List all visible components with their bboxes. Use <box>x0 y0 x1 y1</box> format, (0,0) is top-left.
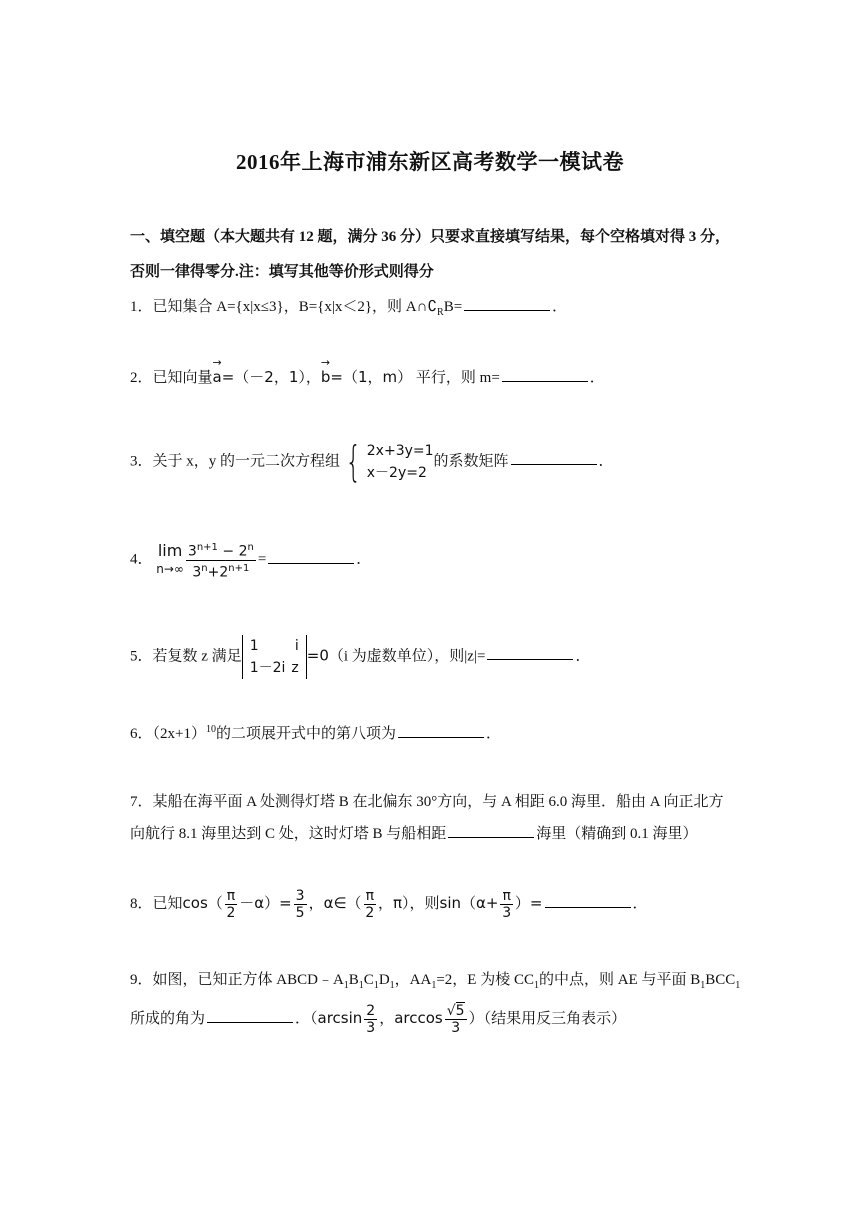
frac4-num: π <box>502 888 511 904</box>
question-7 <box>130 790 724 811</box>
question-1 <box>130 295 567 318</box>
frac2-den: 5 <box>295 905 305 921</box>
q9-t6: 的中点，则 AE 与平面 B <box>538 972 701 988</box>
left-brace-icon: { <box>345 437 362 486</box>
q3-text2: 的系数矩阵 <box>433 453 509 470</box>
q3-end: ． <box>598 453 614 470</box>
q5-number: 5． <box>130 648 153 665</box>
q9-sub7: 1 <box>700 980 706 991</box>
question-9-cont <box>130 1003 626 1036</box>
equation-system <box>340 437 434 486</box>
sqrt-radicand: 5 <box>455 1003 465 1019</box>
vector-a-value: =（－2，1）， <box>221 368 321 386</box>
num-base: 3 <box>187 543 197 560</box>
limit-operator <box>156 542 184 578</box>
q8-mid2: ，α∈（ <box>308 893 362 912</box>
q8-answer-blank[interactable] <box>545 892 631 908</box>
q5-text: 若复数 z 满足 <box>152 648 242 665</box>
q9-t4: ，AA <box>394 972 432 988</box>
den-mid: +2 <box>207 564 229 581</box>
q8-mid4: ）= <box>514 893 543 912</box>
fraca-num: 2 <box>366 1003 376 1019</box>
equation-1: 2x+3y=1 <box>366 443 434 459</box>
fraca-den: 3 <box>366 1020 376 1036</box>
q9-t5: =2，E 为棱 CC <box>436 972 534 988</box>
q1-text: 已知集合 A={x|x≤3}，B={x|x＜2}，则 A∩∁ <box>152 299 438 315</box>
q7-answer-blank[interactable] <box>448 822 534 838</box>
det-cell-22: z <box>291 660 299 676</box>
fraction-denominator <box>192 561 249 581</box>
q9-sub6: 1 <box>533 980 539 991</box>
q7-line2b: 海里（精确到 0.1 海里） <box>536 826 698 842</box>
q8-number: 8． <box>130 895 153 912</box>
num-exp2: n <box>247 542 254 553</box>
den-exp2: n+1 <box>228 562 250 574</box>
equation-2: x－2y=2 <box>366 465 427 481</box>
q9-frac-b <box>445 1003 467 1036</box>
q6-number: 6． <box>130 726 153 742</box>
q7-line2a: 向航行 8.1 海里达到 C 处，这时灯塔 B 与船相距 <box>130 826 447 842</box>
q9-ans-a: ．（arcsin <box>295 1008 363 1027</box>
vector-b-value: =（1，m） <box>330 368 413 386</box>
q2-text: 已知向量 <box>152 370 213 386</box>
q9-sub3: 1 <box>373 980 379 991</box>
q9-line1: 如图，已知正方体 ABCD﹣A <box>152 972 344 988</box>
det-cell-12: i <box>294 638 299 654</box>
question-3 <box>130 437 614 486</box>
q7-line1: 某船在海平面 A 处测得灯塔 B 在北偏东 30°方向，与 A 相距 6.0 海里．船由 A 向正北方 <box>152 794 724 810</box>
section-header <box>130 220 740 290</box>
q6-text2: 的二项展开式中的第八项为 <box>215 726 396 742</box>
q5-answer-blank[interactable] <box>487 644 573 660</box>
frac3-den: 2 <box>365 905 375 921</box>
q9-t7: BCC <box>705 972 736 988</box>
frac2-num: 3 <box>295 888 305 904</box>
question-2 <box>130 366 605 387</box>
den-exp: n <box>201 562 208 574</box>
q8-frac-1 <box>225 888 237 921</box>
q3-text: 关于 x，y 的一元二次方程组 <box>152 453 341 470</box>
section-line-1: 一、填空题（本大题共有 12 题，满分 36 分）只要求直接填写结果，每个空格填对得 3 分， <box>130 229 731 245</box>
question-8 <box>130 888 648 921</box>
question-9 <box>130 968 740 991</box>
den-base: 3 <box>192 564 202 581</box>
q9-ans-b: ，arccos <box>379 1008 443 1027</box>
q5-text2: （i 为虚数单位），则|z|= <box>328 648 486 665</box>
q9-answer-blank[interactable] <box>207 1007 293 1023</box>
q1-end: ． <box>552 299 568 315</box>
fracb-num: √5 <box>446 1003 465 1019</box>
q5-end: ． <box>575 648 591 665</box>
q9-sub1: 1 <box>343 980 349 991</box>
question-7-cont <box>130 822 698 843</box>
q4-answer-blank[interactable] <box>268 548 354 564</box>
frac4-den: 3 <box>502 905 512 921</box>
q9-t2: C <box>363 972 374 988</box>
q6-answer-blank[interactable] <box>398 722 484 738</box>
frac3-num: π <box>365 888 374 904</box>
det-cell-11: 1 <box>249 638 259 654</box>
q6-end: ． <box>486 726 502 742</box>
q2-answer-blank[interactable] <box>502 366 588 382</box>
q1-number: 1． <box>130 299 153 315</box>
q9-sub2: 1 <box>358 980 364 991</box>
q1-answer-blank[interactable] <box>464 295 550 311</box>
q1-sub: R <box>437 307 444 318</box>
q9-t1: B <box>348 972 359 988</box>
q8-end: ． <box>632 895 648 912</box>
lim-subscript: n→∞ <box>156 562 184 577</box>
q9-sub8: 1 <box>735 980 741 991</box>
q4-equals: = <box>257 551 267 568</box>
q1-text2: B= <box>443 299 463 315</box>
fracb-den: 3 <box>451 1020 461 1036</box>
frac1-den: 2 <box>226 905 236 921</box>
vector-b: → b <box>321 368 331 386</box>
q9-sub5: 1 <box>431 980 437 991</box>
fraction-numerator <box>186 540 256 561</box>
question-5 <box>130 635 590 679</box>
q3-answer-blank[interactable] <box>511 449 597 465</box>
q8-mid3: ，π），则sin（α+ <box>378 893 499 912</box>
q9-ans-c: ）（结果用反三角表示） <box>468 1010 627 1027</box>
q8-text: 已知cos（ <box>152 893 223 912</box>
q8-frac-2 <box>294 888 307 921</box>
q8-mid1: －α）= <box>239 893 292 912</box>
q4-end: ． <box>356 551 372 568</box>
det-cell-21: 1－2i <box>249 660 286 676</box>
determinant <box>242 635 307 679</box>
q3-number: 3． <box>130 453 153 470</box>
lim-label: lim <box>157 541 183 561</box>
q5-equals: =0 <box>306 646 329 665</box>
num-mid: − 2 <box>217 543 248 560</box>
vector-a: → a <box>213 368 222 386</box>
q9-number: 9． <box>130 972 153 988</box>
q2-text2: 平行，则 m= <box>412 370 500 386</box>
page-title: 2016年上海市浦东新区高考数学一模试卷 <box>236 150 624 174</box>
q7-number: 7． <box>130 794 153 810</box>
frac1-num: π <box>226 888 236 904</box>
q8-frac-4 <box>500 888 512 921</box>
q9-sub4: 1 <box>389 980 395 991</box>
question-6 <box>130 722 501 743</box>
q2-end: ． <box>589 370 605 386</box>
q9-t3: D <box>378 972 390 988</box>
question-4 <box>130 540 371 580</box>
num-exp: n+1 <box>196 542 218 553</box>
q9-line2: 所成的角为 <box>130 1010 206 1027</box>
q6-text: （2x+1） <box>152 726 206 742</box>
q2-number: 2． <box>130 370 153 386</box>
q4-number: 4． <box>130 551 153 568</box>
q9-frac-a <box>364 1003 377 1036</box>
limit-fraction <box>186 540 256 580</box>
q8-frac-3 <box>364 888 376 921</box>
section-line-2: 否则一律得零分.注：填写其他等价形式则得分 <box>130 264 434 280</box>
q6-exponent: 10 <box>205 724 216 735</box>
